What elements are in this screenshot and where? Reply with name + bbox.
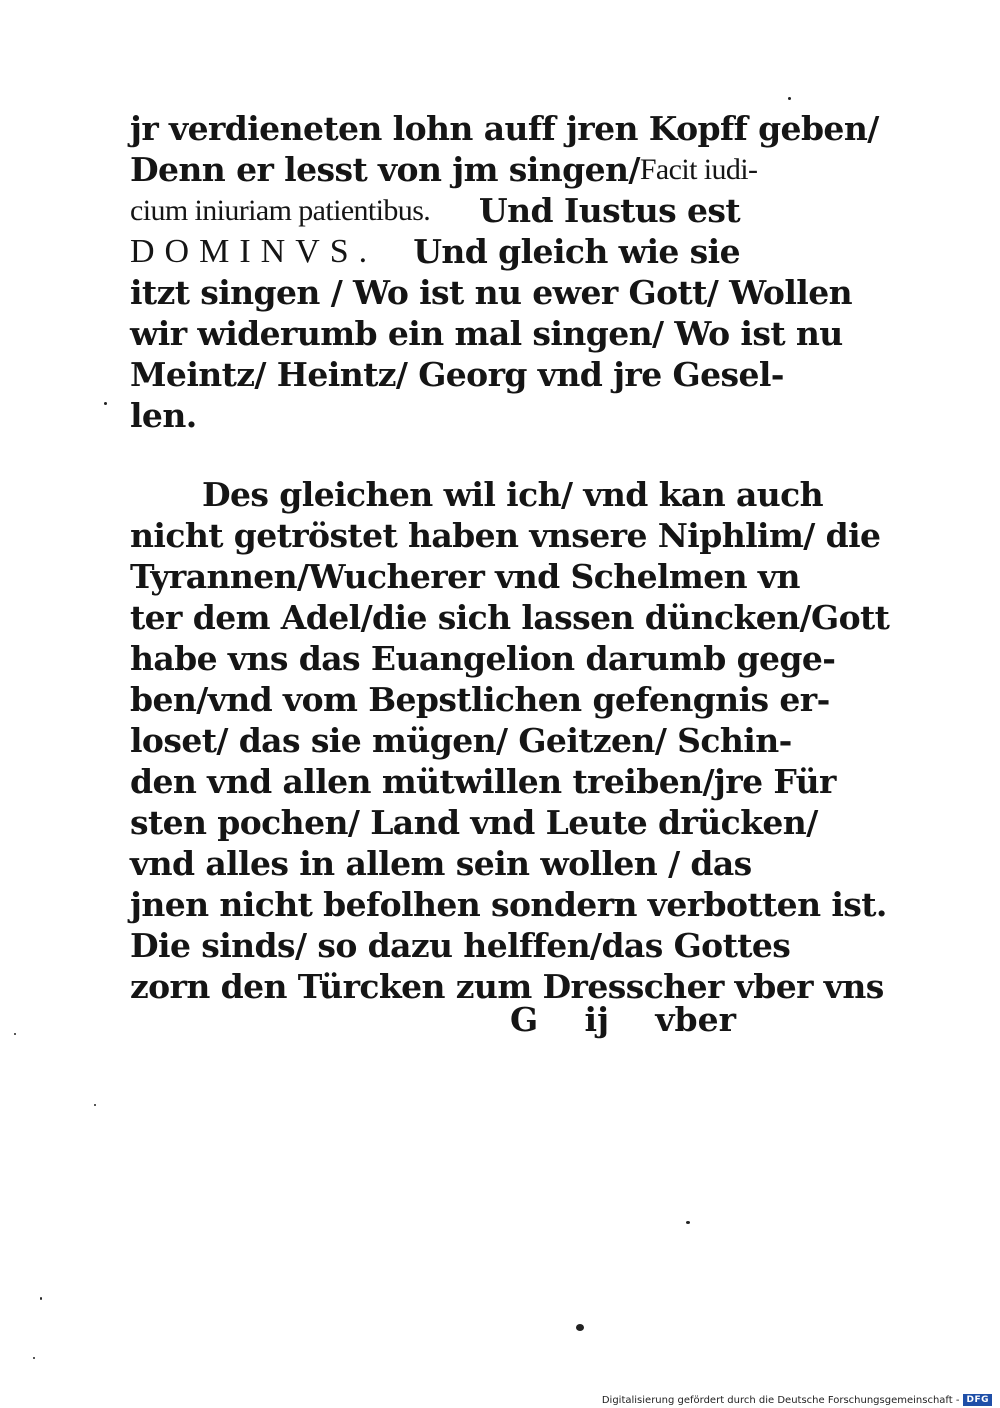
paragraph-1 <box>130 108 879 436</box>
text-line <box>130 231 740 272</box>
text-line: sten pochen/ Land vnd Leute drücken/ <box>130 803 818 842</box>
scan-speck <box>686 1221 690 1224</box>
text-segment: Denn er lesst von jm singen/ <box>130 150 640 189</box>
text-segment: Und gleich wie sie <box>413 232 740 271</box>
text-line: ben/vnd vom Bepstlichen gefengnis er- <box>130 680 830 719</box>
footer-credit <box>602 1394 992 1406</box>
text-line: len. <box>130 396 197 435</box>
text-line <box>130 149 758 190</box>
dominus-caps: DOMINVS. <box>130 233 378 270</box>
dfg-logo: DFG <box>963 1394 992 1406</box>
signature-number: ij <box>584 1000 610 1039</box>
scan-speck <box>40 1297 42 1300</box>
catchword: vber <box>655 1000 736 1039</box>
latin-text: cium iniuriam patientibus. <box>130 194 431 227</box>
text-segment: Und Iustus est <box>478 191 740 230</box>
text-line: Des gleichen wil ich/ vnd kan auch <box>202 475 824 514</box>
text-line: wir widerumb ein mal singen/ Wo ist nu <box>130 314 843 353</box>
text-line: itzt singen / Wo ist nu ewer Gott/ Wollen <box>130 273 852 312</box>
latin-text: Facit iudi- <box>639 153 758 186</box>
scan-speck <box>94 1104 96 1106</box>
text-line: jnen nicht befolhen sondern verbotten ist. <box>130 885 887 924</box>
text-line: loset/ das sie mügen/ Geitzen/ Schin- <box>130 721 792 760</box>
text-line: jr verdieneten lohn auff jren Kopff geben/ <box>130 109 879 148</box>
text-line: Die sinds/ so dazu helffen/das Gottes <box>130 926 791 965</box>
text-line: den vnd allen mütwillen treiben/jre Für <box>130 762 836 801</box>
text-line: Tyrannen/Wucherer vnd Schelmen vn <box>130 557 800 596</box>
scan-speck <box>788 97 791 100</box>
text-line: Meintz/ Heintz/ Georg vnd jre Gesel- <box>130 355 784 394</box>
text-line: ter dem Adel/die sich lassen düncken/Gott <box>130 598 890 637</box>
text-line: nicht getröstet haben vnsere Niphlim/ die <box>130 516 881 555</box>
scan-speck <box>576 1324 584 1331</box>
signature-mark: G <box>510 1000 539 1039</box>
catchline <box>510 1000 736 1039</box>
text-line: vnd alles in allem sein wollen / das <box>130 844 752 883</box>
text-line <box>130 190 740 231</box>
paragraph-2 <box>130 474 890 1007</box>
scan-speck <box>104 402 107 405</box>
text-line: zorn den Türcken zum Dresscher vber vns <box>130 967 884 1006</box>
footer-text: Digitalisierung gefördert durch die Deutsche Forschungsgemeinschaft - <box>601 1394 960 1406</box>
scan-speck <box>33 1357 35 1359</box>
scan-speck <box>14 1033 16 1035</box>
text-line: habe vns das Euangelion darumb gege- <box>130 639 836 678</box>
